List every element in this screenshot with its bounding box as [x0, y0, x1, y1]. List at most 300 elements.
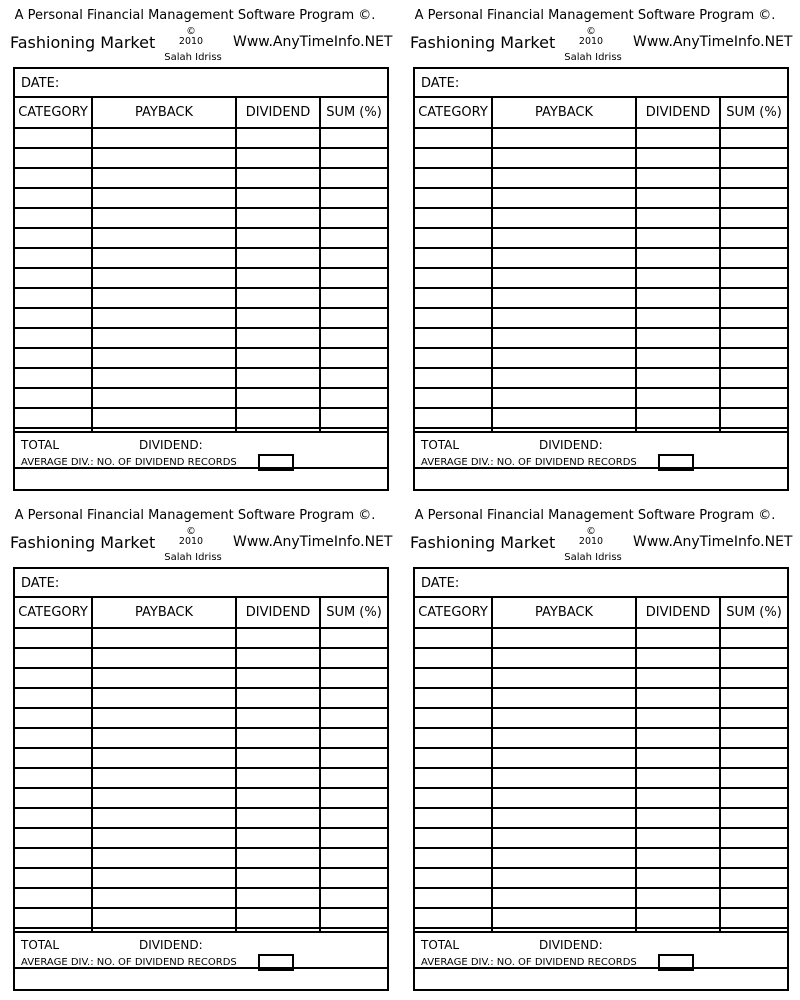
copyright-notice	[565, 527, 617, 547]
sum-cell[interactable]	[721, 769, 787, 787]
sum-cell[interactable]	[321, 369, 387, 387]
copyright-symbol: ©	[586, 526, 596, 537]
payback-cell[interactable]	[93, 809, 235, 827]
sum-cell[interactable]	[321, 749, 387, 767]
payback-cell[interactable]	[493, 409, 635, 427]
payback-cell[interactable]	[93, 169, 235, 187]
category-cell[interactable]	[15, 749, 91, 767]
dividend-cell[interactable]	[237, 209, 319, 227]
payback-cell[interactable]	[493, 669, 635, 687]
category-cell[interactable]	[415, 129, 491, 147]
payback-cell[interactable]	[93, 789, 235, 807]
sum-cell[interactable]	[721, 709, 787, 727]
sum-cell[interactable]	[321, 649, 387, 667]
totals-section	[415, 931, 787, 969]
website-url: Www.AnyTimeInfo.NET	[633, 534, 793, 550]
dividend-cell[interactable]	[237, 629, 319, 647]
dividend-cell[interactable]	[637, 729, 719, 747]
payback-cell[interactable]	[93, 669, 235, 687]
sum-cell[interactable]	[721, 809, 787, 827]
payback-cell[interactable]	[93, 389, 235, 407]
dividend-cell[interactable]	[237, 909, 319, 927]
dividend-cell[interactable]	[237, 689, 319, 707]
dividend-cell[interactable]	[237, 309, 319, 327]
sum-cell[interactable]	[321, 269, 387, 287]
payback-cell[interactable]	[493, 749, 635, 767]
category-cell[interactable]	[15, 649, 91, 667]
copyright-notice	[165, 527, 217, 547]
tagline: A Personal Financial Management Software Program ©.	[14, 8, 376, 23]
dividend-cell[interactable]	[637, 769, 719, 787]
payback-cell[interactable]	[493, 209, 635, 227]
category-cell[interactable]	[415, 289, 491, 307]
category-cell[interactable]	[15, 149, 91, 167]
author-name: Salah Idriss	[164, 552, 222, 563]
sum-cell[interactable]	[321, 869, 387, 887]
category-cell[interactable]	[415, 229, 491, 247]
dividend-cell[interactable]	[637, 669, 719, 687]
author-name: Salah Idriss	[564, 52, 622, 63]
category-cell[interactable]	[415, 209, 491, 227]
sum-cell[interactable]	[721, 749, 787, 767]
dividend-records-count-box[interactable]	[658, 954, 694, 971]
category-cell[interactable]	[415, 309, 491, 327]
date-row[interactable]	[15, 569, 387, 598]
category-cell[interactable]	[15, 909, 91, 927]
category-cell[interactable]	[415, 369, 491, 387]
dividend-cell[interactable]	[237, 169, 319, 187]
payback-cell[interactable]	[493, 869, 635, 887]
copyright-notice	[565, 27, 617, 47]
category-cell[interactable]	[415, 169, 491, 187]
dividend-cell[interactable]	[637, 829, 719, 847]
dividend-records-count-box[interactable]	[258, 954, 294, 971]
payback-cell[interactable]	[493, 369, 635, 387]
sum-cell[interactable]	[721, 869, 787, 887]
category-cell[interactable]	[415, 889, 491, 907]
dividend-cell[interactable]	[637, 329, 719, 347]
dividend-cell[interactable]	[237, 809, 319, 827]
dividend-cell[interactable]	[637, 749, 719, 767]
category-cell[interactable]	[415, 689, 491, 707]
payback-cell[interactable]	[93, 829, 235, 847]
sum-cell[interactable]	[321, 669, 387, 687]
sum-cell[interactable]	[321, 789, 387, 807]
payback-cell[interactable]	[493, 769, 635, 787]
category-cell[interactable]	[415, 649, 491, 667]
row-divider	[15, 927, 387, 929]
dividend-records-count-box[interactable]	[658, 454, 694, 471]
column-header-dividend: DIVIDEND	[645, 105, 711, 120]
category-cell[interactable]	[415, 789, 491, 807]
dividend-cell[interactable]	[237, 409, 319, 427]
dividend-cell[interactable]	[237, 129, 319, 147]
category-cell[interactable]	[415, 349, 491, 367]
sum-cell[interactable]	[721, 209, 787, 227]
dividend-cell[interactable]	[237, 349, 319, 367]
category-cell[interactable]	[415, 389, 491, 407]
sum-cell[interactable]	[721, 309, 787, 327]
sum-cell[interactable]	[721, 149, 787, 167]
category-cell[interactable]	[15, 329, 91, 347]
dividend-cell[interactable]	[237, 389, 319, 407]
dividend-cell[interactable]	[637, 189, 719, 207]
category-cell[interactable]	[15, 689, 91, 707]
column-header-category: CATEGORY	[418, 105, 488, 120]
payback-cell[interactable]	[493, 349, 635, 367]
dividend-cell[interactable]	[637, 909, 719, 927]
author-name: Salah Idriss	[164, 52, 222, 63]
dividend-records-count-box[interactable]	[258, 454, 294, 471]
payback-cell[interactable]	[93, 909, 235, 927]
payback-cell[interactable]	[493, 389, 635, 407]
sum-cell[interactable]	[721, 729, 787, 747]
payback-cell[interactable]	[93, 889, 235, 907]
sum-cell[interactable]	[321, 309, 387, 327]
payback-cell[interactable]	[93, 149, 235, 167]
category-cell[interactable]	[15, 869, 91, 887]
dividend-cell[interactable]	[237, 289, 319, 307]
sum-cell[interactable]	[321, 189, 387, 207]
sum-cell[interactable]	[321, 329, 387, 347]
brand-name: Fashioning Market	[10, 33, 156, 52]
category-cell[interactable]	[15, 129, 91, 147]
category-cell[interactable]	[15, 769, 91, 787]
ledger-card	[400, 0, 793, 500]
sum-cell[interactable]	[321, 409, 387, 427]
category-cell[interactable]	[15, 789, 91, 807]
totals-section	[15, 931, 387, 969]
payback-cell[interactable]	[93, 269, 235, 287]
sum-cell[interactable]	[721, 229, 787, 247]
dividend-cell[interactable]	[237, 709, 319, 727]
category-cell[interactable]	[415, 749, 491, 767]
dividend-cell[interactable]	[637, 789, 719, 807]
sum-cell[interactable]	[321, 289, 387, 307]
dividend-cell[interactable]	[237, 669, 319, 687]
category-cell[interactable]	[15, 369, 91, 387]
category-cell[interactable]	[415, 729, 491, 747]
payback-cell[interactable]	[93, 229, 235, 247]
sum-cell[interactable]	[321, 229, 387, 247]
dividend-cell[interactable]	[237, 869, 319, 887]
sum-cell[interactable]	[721, 249, 787, 267]
dividend-total-label: DIVIDEND:	[139, 438, 203, 452]
payback-cell[interactable]	[93, 769, 235, 787]
payback-cell[interactable]	[93, 289, 235, 307]
dividend-cell[interactable]	[637, 129, 719, 147]
ledger-table	[413, 67, 789, 491]
dividend-cell[interactable]	[237, 249, 319, 267]
sum-cell[interactable]	[321, 169, 387, 187]
dividend-cell[interactable]	[237, 369, 319, 387]
row-divider	[415, 427, 787, 429]
dividend-cell[interactable]	[637, 409, 719, 427]
sum-cell[interactable]	[321, 689, 387, 707]
column-header-sum: SUM (%)	[326, 105, 382, 120]
total-label: TOTAL	[21, 438, 60, 452]
sum-cell[interactable]	[721, 649, 787, 667]
category-cell[interactable]	[415, 769, 491, 787]
dividend-cell[interactable]	[637, 169, 719, 187]
column-header-payback: PAYBACK	[134, 105, 194, 120]
payback-cell[interactable]	[493, 909, 635, 927]
dividend-cell[interactable]	[637, 229, 719, 247]
payback-cell[interactable]	[493, 269, 635, 287]
category-cell[interactable]	[415, 849, 491, 867]
website-url: Www.AnyTimeInfo.NET	[233, 534, 393, 550]
category-cell[interactable]	[15, 629, 91, 647]
brand-name: Fashioning Market	[10, 533, 156, 552]
payback-cell[interactable]	[493, 229, 635, 247]
dividend-cell[interactable]	[637, 209, 719, 227]
average-dividend-label: AVERAGE DIV.: NO. OF DIVIDEND RECORDS	[21, 457, 237, 468]
sum-cell[interactable]	[321, 349, 387, 367]
tagline: A Personal Financial Management Software Program ©.	[414, 508, 776, 523]
payback-cell[interactable]	[493, 789, 635, 807]
category-cell[interactable]	[15, 669, 91, 687]
category-cell[interactable]	[15, 289, 91, 307]
date-row[interactable]	[415, 569, 787, 598]
dividend-cell[interactable]	[637, 369, 719, 387]
ledger-card	[400, 500, 793, 1000]
payback-cell[interactable]	[93, 869, 235, 887]
average-dividend-label: AVERAGE DIV.: NO. OF DIVIDEND RECORDS	[21, 957, 237, 968]
category-cell[interactable]	[15, 809, 91, 827]
dividend-cell[interactable]	[237, 829, 319, 847]
payback-cell[interactable]	[493, 329, 635, 347]
copyright-symbol: ©	[186, 26, 196, 37]
dividend-cell[interactable]	[637, 709, 719, 727]
payback-cell[interactable]	[93, 129, 235, 147]
payback-cell[interactable]	[93, 649, 235, 667]
website-url: Www.AnyTimeInfo.NET	[233, 34, 393, 50]
dividend-cell[interactable]	[237, 849, 319, 867]
ledger-table	[13, 567, 389, 991]
payback-cell[interactable]	[493, 169, 635, 187]
sum-cell[interactable]	[721, 629, 787, 647]
payback-cell[interactable]	[493, 189, 635, 207]
category-cell[interactable]	[15, 309, 91, 327]
dividend-cell[interactable]	[237, 889, 319, 907]
dividend-cell[interactable]	[237, 649, 319, 667]
category-cell[interactable]	[15, 849, 91, 867]
category-cell[interactable]	[415, 709, 491, 727]
dividend-cell[interactable]	[637, 809, 719, 827]
sum-cell[interactable]	[321, 149, 387, 167]
payback-cell[interactable]	[493, 729, 635, 747]
sum-cell[interactable]	[721, 269, 787, 287]
date-label: DATE:	[421, 576, 460, 591]
payback-cell[interactable]	[93, 369, 235, 387]
column-header-payback: PAYBACK	[534, 105, 594, 120]
category-cell[interactable]	[15, 349, 91, 367]
sum-cell[interactable]	[721, 389, 787, 407]
dividend-cell[interactable]	[637, 649, 719, 667]
category-cell[interactable]	[415, 249, 491, 267]
payback-cell[interactable]	[93, 849, 235, 867]
sum-cell[interactable]	[321, 769, 387, 787]
dividend-total-label: DIVIDEND:	[139, 938, 203, 952]
column-header-dividend: DIVIDEND	[245, 605, 311, 620]
payback-cell[interactable]	[493, 649, 635, 667]
category-cell[interactable]	[415, 909, 491, 927]
payback-cell[interactable]	[493, 309, 635, 327]
payback-cell[interactable]	[493, 149, 635, 167]
author-name: Salah Idriss	[564, 552, 622, 563]
sum-cell[interactable]	[321, 209, 387, 227]
sum-cell[interactable]	[321, 709, 387, 727]
category-cell[interactable]	[415, 189, 491, 207]
dividend-cell[interactable]	[637, 629, 719, 647]
copyright-year: 2010	[578, 36, 604, 47]
category-cell[interactable]	[15, 409, 91, 427]
category-cell[interactable]	[15, 169, 91, 187]
tagline: A Personal Financial Management Software Program ©.	[414, 8, 776, 23]
payback-cell[interactable]	[93, 709, 235, 727]
dividend-cell[interactable]	[637, 149, 719, 167]
payback-cell[interactable]	[493, 829, 635, 847]
column-header-category: CATEGORY	[18, 105, 88, 120]
sum-cell[interactable]	[721, 329, 787, 347]
sum-cell[interactable]	[321, 729, 387, 747]
category-cell[interactable]	[15, 389, 91, 407]
payback-cell[interactable]	[493, 889, 635, 907]
category-cell[interactable]	[415, 869, 491, 887]
category-cell[interactable]	[15, 889, 91, 907]
dividend-cell[interactable]	[237, 329, 319, 347]
sum-cell[interactable]	[721, 849, 787, 867]
payback-cell[interactable]	[493, 629, 635, 647]
sum-cell[interactable]	[721, 369, 787, 387]
sum-cell[interactable]	[721, 289, 787, 307]
dividend-cell[interactable]	[237, 269, 319, 287]
dividend-cell[interactable]	[637, 389, 719, 407]
date-row[interactable]	[415, 69, 787, 98]
sum-cell[interactable]	[721, 409, 787, 427]
sum-cell[interactable]	[721, 349, 787, 367]
payback-cell[interactable]	[93, 409, 235, 427]
category-cell[interactable]	[15, 229, 91, 247]
payback-cell[interactable]	[93, 209, 235, 227]
payback-cell[interactable]	[93, 749, 235, 767]
average-dividend-label: AVERAGE DIV.: NO. OF DIVIDEND RECORDS	[421, 957, 637, 968]
payback-cell[interactable]	[493, 849, 635, 867]
total-label: TOTAL	[421, 938, 460, 952]
dividend-cell[interactable]	[237, 769, 319, 787]
sum-cell[interactable]	[321, 129, 387, 147]
dividend-cell[interactable]	[637, 689, 719, 707]
sum-cell[interactable]	[721, 129, 787, 147]
sum-cell[interactable]	[721, 669, 787, 687]
payback-cell[interactable]	[93, 309, 235, 327]
dividend-cell[interactable]	[637, 869, 719, 887]
payback-cell[interactable]	[493, 709, 635, 727]
category-cell[interactable]	[415, 409, 491, 427]
dividend-cell[interactable]	[637, 889, 719, 907]
copyright-year: 2010	[578, 536, 604, 547]
dividend-cell[interactable]	[237, 789, 319, 807]
payback-cell[interactable]	[493, 289, 635, 307]
dividend-cell[interactable]	[637, 349, 719, 367]
payback-cell[interactable]	[93, 329, 235, 347]
dividend-cell[interactable]	[237, 149, 319, 167]
ledger-card	[0, 0, 393, 500]
sum-cell[interactable]	[321, 389, 387, 407]
category-cell[interactable]	[15, 249, 91, 267]
payback-cell[interactable]	[93, 189, 235, 207]
category-cell[interactable]	[15, 209, 91, 227]
category-cell[interactable]	[415, 669, 491, 687]
category-cell[interactable]	[415, 629, 491, 647]
average-dividend-label: AVERAGE DIV.: NO. OF DIVIDEND RECORDS	[421, 457, 637, 468]
category-cell[interactable]	[15, 269, 91, 287]
category-cell[interactable]	[415, 809, 491, 827]
dividend-cell[interactable]	[237, 749, 319, 767]
dividend-cell[interactable]	[637, 289, 719, 307]
payback-cell[interactable]	[93, 689, 235, 707]
sum-cell[interactable]	[721, 829, 787, 847]
payback-cell[interactable]	[93, 629, 235, 647]
payback-cell[interactable]	[493, 249, 635, 267]
sum-cell[interactable]	[321, 629, 387, 647]
sum-cell[interactable]	[721, 189, 787, 207]
category-cell[interactable]	[415, 149, 491, 167]
dividend-cell[interactable]	[237, 729, 319, 747]
ledger-table	[13, 67, 389, 491]
dividend-total-label: DIVIDEND:	[539, 938, 603, 952]
ledger-card	[0, 500, 393, 1000]
sum-cell[interactable]	[721, 789, 787, 807]
tagline: A Personal Financial Management Software Program ©.	[14, 508, 376, 523]
sum-cell[interactable]	[321, 909, 387, 927]
sum-cell[interactable]	[321, 849, 387, 867]
category-cell[interactable]	[15, 709, 91, 727]
dividend-cell[interactable]	[637, 269, 719, 287]
sum-cell[interactable]	[721, 689, 787, 707]
payback-cell[interactable]	[93, 349, 235, 367]
category-cell[interactable]	[15, 189, 91, 207]
totals-section	[15, 431, 387, 469]
dividend-cell[interactable]	[237, 229, 319, 247]
brand-name: Fashioning Market	[410, 33, 556, 52]
payback-cell[interactable]	[93, 249, 235, 267]
sum-cell[interactable]	[721, 169, 787, 187]
category-cell[interactable]	[415, 329, 491, 347]
ledger-grid	[15, 98, 387, 431]
category-cell[interactable]	[15, 729, 91, 747]
copyright-symbol: ©	[586, 26, 596, 37]
sum-cell[interactable]	[321, 889, 387, 907]
payback-cell[interactable]	[493, 689, 635, 707]
payback-cell[interactable]	[93, 729, 235, 747]
sum-cell[interactable]	[321, 829, 387, 847]
dividend-cell[interactable]	[637, 249, 719, 267]
sum-cell[interactable]	[321, 809, 387, 827]
category-cell[interactable]	[415, 829, 491, 847]
dividend-cell[interactable]	[637, 309, 719, 327]
payback-cell[interactable]	[493, 809, 635, 827]
dividend-cell[interactable]	[637, 849, 719, 867]
category-cell[interactable]	[15, 829, 91, 847]
sum-cell[interactable]	[721, 909, 787, 927]
category-cell[interactable]	[415, 269, 491, 287]
sum-cell[interactable]	[721, 889, 787, 907]
payback-cell[interactable]	[493, 129, 635, 147]
sum-cell[interactable]	[321, 249, 387, 267]
dividend-cell[interactable]	[237, 189, 319, 207]
date-row[interactable]	[15, 69, 387, 98]
